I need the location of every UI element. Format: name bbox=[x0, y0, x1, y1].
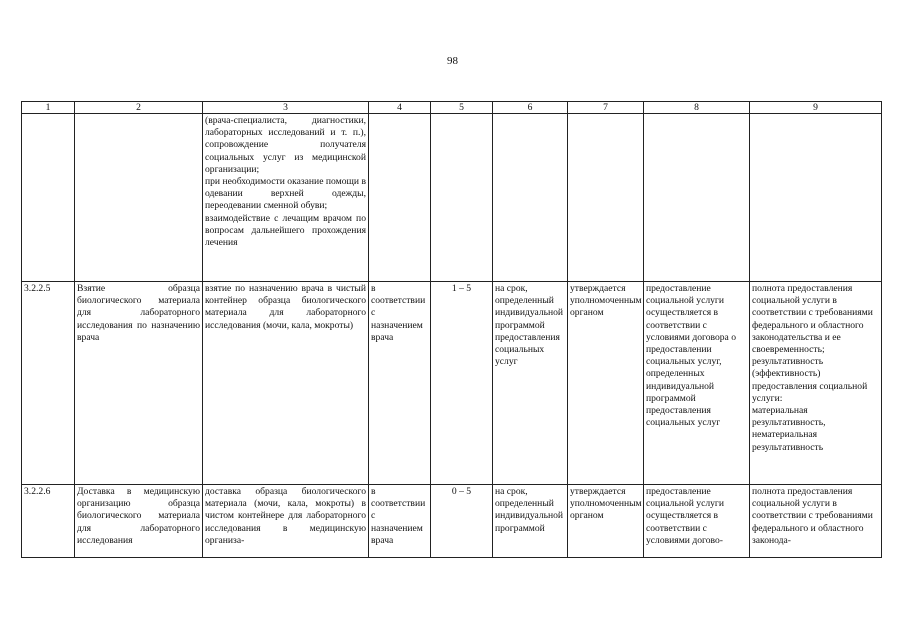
column-header: 7 bbox=[568, 102, 644, 114]
table-row bbox=[22, 485, 882, 558]
services-table bbox=[21, 101, 882, 558]
frequency-cell bbox=[369, 114, 431, 282]
quality-indicators-cell: полнота предоставления социальной услуги в соответствии с требованиями федерального и областного законодательства и ее своевременность; результативность (эффективность) предоставления социальной услуги: материальная результативность, нематериальная результативность bbox=[750, 282, 882, 485]
row-number-cell bbox=[22, 114, 75, 282]
service-description-cell: взятие по назначению врача в чистый контейнер образца биологического материала для лабораторного исследования (мочи, кала, мокроты) bbox=[203, 282, 369, 485]
table-header-row bbox=[22, 102, 882, 114]
term-cell: на срок, определенный индивидуальной программой предоставления социальных услуг bbox=[493, 282, 568, 485]
service-name-cell: Взятие образца биологического материала для лабораторного исследования по назначению врача bbox=[75, 282, 203, 485]
service-description-cell: доставка образца биологического материала (мочи, кала, мокроты) в чистом контейнере для лабораторного исследования в медицинскую организа- bbox=[203, 485, 369, 558]
frequency-cell: в соответствии с назначением врача bbox=[369, 485, 431, 558]
term-cell bbox=[493, 114, 568, 282]
service-description-cell: (врача-специалиста, диагностики, лабораторных исследований и т. п.), сопровождение получателя социальных услуг из медицинской организации; при необходимости оказание помощи в одевании верхней одежды, переодевании сменной обуви; взаимодействие с лечащим врачом по вопросам дальнейшего прохождения лечения bbox=[203, 114, 369, 282]
duration-cell bbox=[431, 114, 493, 282]
service-name-cell: Доставка в медицинскую организацию образца биологического материала для лабораторного исследования bbox=[75, 485, 203, 558]
conditions-cell: предоставление социальной услуги осуществляется в соответствии с условиями догово- bbox=[644, 485, 750, 558]
tariff-cell: утверждается уполномоченным органом bbox=[568, 282, 644, 485]
column-header: 8 bbox=[644, 102, 750, 114]
term-cell: на срок, определенный индивидуальной программой bbox=[493, 485, 568, 558]
column-header: 5 bbox=[431, 102, 493, 114]
tariff-cell bbox=[568, 114, 644, 282]
conditions-cell: предоставление социальной услуги осуществляется в соответствии с условиями договора о предоставлении социальных услуг, определенных индивидуальной программой предоставления социальных услуг bbox=[644, 282, 750, 485]
row-number-cell: 3.2.2.6 bbox=[22, 485, 75, 558]
row-number-cell: 3.2.2.5 bbox=[22, 282, 75, 485]
column-header: 1 bbox=[22, 102, 75, 114]
page-number: 98 bbox=[447, 55, 458, 67]
column-header: 9 bbox=[750, 102, 882, 114]
table-row bbox=[22, 282, 882, 485]
column-header: 2 bbox=[75, 102, 203, 114]
column-header: 3 bbox=[203, 102, 369, 114]
frequency-cell: в соответствии с назначением врача bbox=[369, 282, 431, 485]
duration-cell: 0 – 5 bbox=[431, 485, 493, 558]
quality-indicators-cell bbox=[750, 114, 882, 282]
service-name-cell bbox=[75, 114, 203, 282]
column-header: 6 bbox=[493, 102, 568, 114]
conditions-cell bbox=[644, 114, 750, 282]
table-row bbox=[22, 114, 882, 282]
quality-indicators-cell: полнота предоставления социальной услуги в соответствии с требованиями федерального и областного законода- bbox=[750, 485, 882, 558]
tariff-cell: утверждается уполномоченным органом bbox=[568, 485, 644, 558]
column-header: 4 bbox=[369, 102, 431, 114]
duration-cell: 1 – 5 bbox=[431, 282, 493, 485]
